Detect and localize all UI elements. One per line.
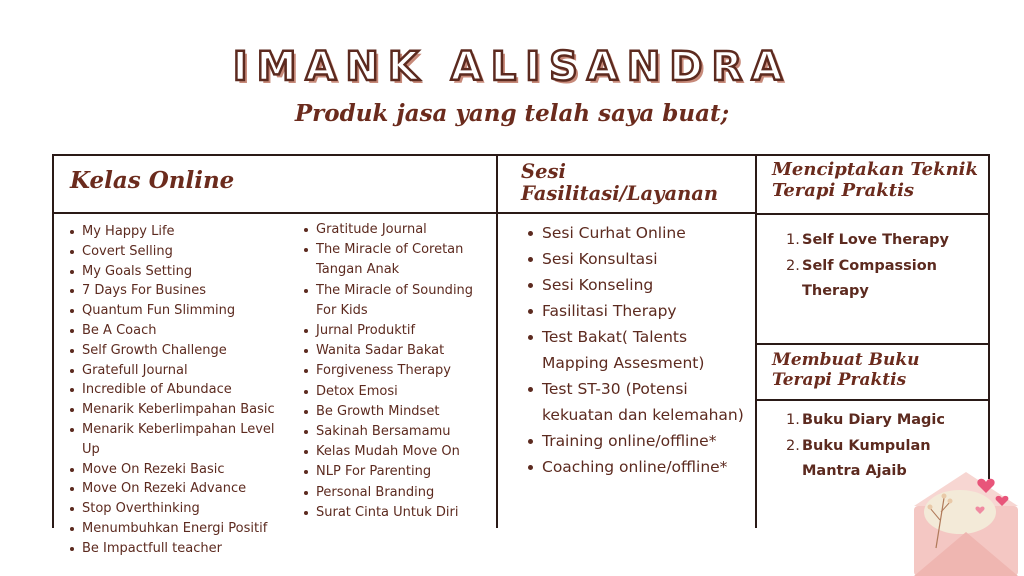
list-item: Sesi Konsultasi bbox=[526, 246, 746, 272]
list-item: Test ST-30 (Potensi kekuatan dan kelemahan) bbox=[526, 376, 746, 428]
list-item: Stop Overthinking bbox=[70, 499, 295, 519]
item-text: Buku Diary Magic bbox=[802, 412, 945, 428]
list-item: Menarik Keberlimpahan Basic bbox=[70, 400, 295, 420]
list-item: Detox Emosi bbox=[304, 382, 484, 402]
list-item: Training online/offline* bbox=[526, 428, 746, 454]
list-item: Gratitude Journal bbox=[304, 220, 484, 240]
list-item: Test Bakat( Talents Mapping Assesment) bbox=[526, 324, 746, 376]
table-divider-2 bbox=[755, 154, 757, 528]
list-item: My Goals Setting bbox=[70, 262, 295, 282]
list-item: Sesi Konseling bbox=[526, 272, 746, 298]
list-item: The Miracle of Sounding For Kids bbox=[304, 281, 484, 321]
item-number: 2. bbox=[786, 437, 800, 454]
list-item: Sakinah Bersamamu bbox=[304, 422, 484, 442]
list-item: Be A Coach bbox=[70, 321, 295, 341]
teknik-heading: Menciptakan Teknik Terapi Praktis bbox=[772, 159, 978, 201]
item-number: 2. bbox=[786, 257, 800, 274]
numbered-item bbox=[774, 228, 974, 254]
numbered-item bbox=[774, 408, 974, 434]
item-number: 1. bbox=[786, 232, 800, 248]
table-left-border bbox=[52, 154, 54, 528]
list-item: The Miracle of Coretan Tangan Anak bbox=[304, 240, 484, 280]
list-item: Forgiveness Therapy bbox=[304, 361, 484, 381]
item-text: Buku Kumpulan Mantra Ajaib bbox=[802, 437, 931, 479]
page-title: IMANK ALISANDRA bbox=[232, 44, 792, 90]
kelas-online-list-1 bbox=[70, 222, 295, 559]
table-header-divider bbox=[52, 212, 755, 214]
list-item: Be Impactfull teacher bbox=[70, 539, 295, 559]
list-item: Surat Cinta Untuk Diri bbox=[304, 503, 484, 523]
table-divider-1 bbox=[496, 154, 498, 528]
list-item: Move On Rezeki Basic bbox=[70, 460, 295, 480]
list-item: Quantum Fun Slimming bbox=[70, 301, 295, 321]
list-item: Personal Branding bbox=[304, 483, 484, 503]
item-text: Self Compassion Therapy bbox=[802, 257, 937, 299]
list-item: NLP For Parenting bbox=[304, 462, 484, 482]
buku-header-divider bbox=[755, 399, 990, 401]
list-item: Move On Rezeki Advance bbox=[70, 479, 295, 499]
list-item: Incredible of Abundace bbox=[70, 380, 295, 400]
buku-heading: Membuat Buku Terapi Praktis bbox=[772, 350, 920, 390]
sesi-list bbox=[526, 220, 746, 480]
teknik-header-divider bbox=[755, 213, 990, 215]
kelas-online-heading: Kelas Online bbox=[70, 167, 235, 194]
list-item: Self Growth Challenge bbox=[70, 341, 295, 361]
numbered-item bbox=[774, 254, 974, 305]
list-item: Menarik Keberlimpahan Level Up bbox=[70, 420, 295, 460]
list-item: Kelas Mudah Move On bbox=[304, 442, 484, 462]
list-item: My Happy Life bbox=[70, 222, 295, 242]
list-item: Jurnal Produktif bbox=[304, 321, 484, 341]
list-item: Gratefull Journal bbox=[70, 361, 295, 381]
list-item: Menumbuhkan Energi Positif bbox=[70, 519, 295, 539]
list-item: Wanita Sadar Bakat bbox=[304, 341, 484, 361]
list-item: Sesi Curhat Online bbox=[526, 220, 746, 246]
list-item: Be Growth Mindset bbox=[304, 402, 484, 422]
item-text: Self Love Therapy bbox=[802, 232, 949, 248]
list-item: Fasilitasi Therapy bbox=[526, 298, 746, 324]
page-subtitle: Produk jasa yang telah saya buat; bbox=[294, 100, 730, 127]
list-item: Covert Selling bbox=[70, 242, 295, 262]
teknik-list bbox=[774, 228, 974, 305]
sesi-heading: Sesi Fasilitasi/Layanan bbox=[521, 160, 719, 206]
table-right-border bbox=[988, 154, 990, 479]
list-item: Coaching online/offline* bbox=[526, 454, 746, 480]
kelas-online-list-2 bbox=[304, 220, 484, 523]
right-column-divider bbox=[755, 343, 990, 345]
list-item: 7 Days For Busines bbox=[70, 281, 295, 301]
love-letter-envelope-icon bbox=[908, 468, 1020, 576]
item-number: 1. bbox=[786, 412, 800, 428]
table-top-border bbox=[52, 154, 990, 156]
